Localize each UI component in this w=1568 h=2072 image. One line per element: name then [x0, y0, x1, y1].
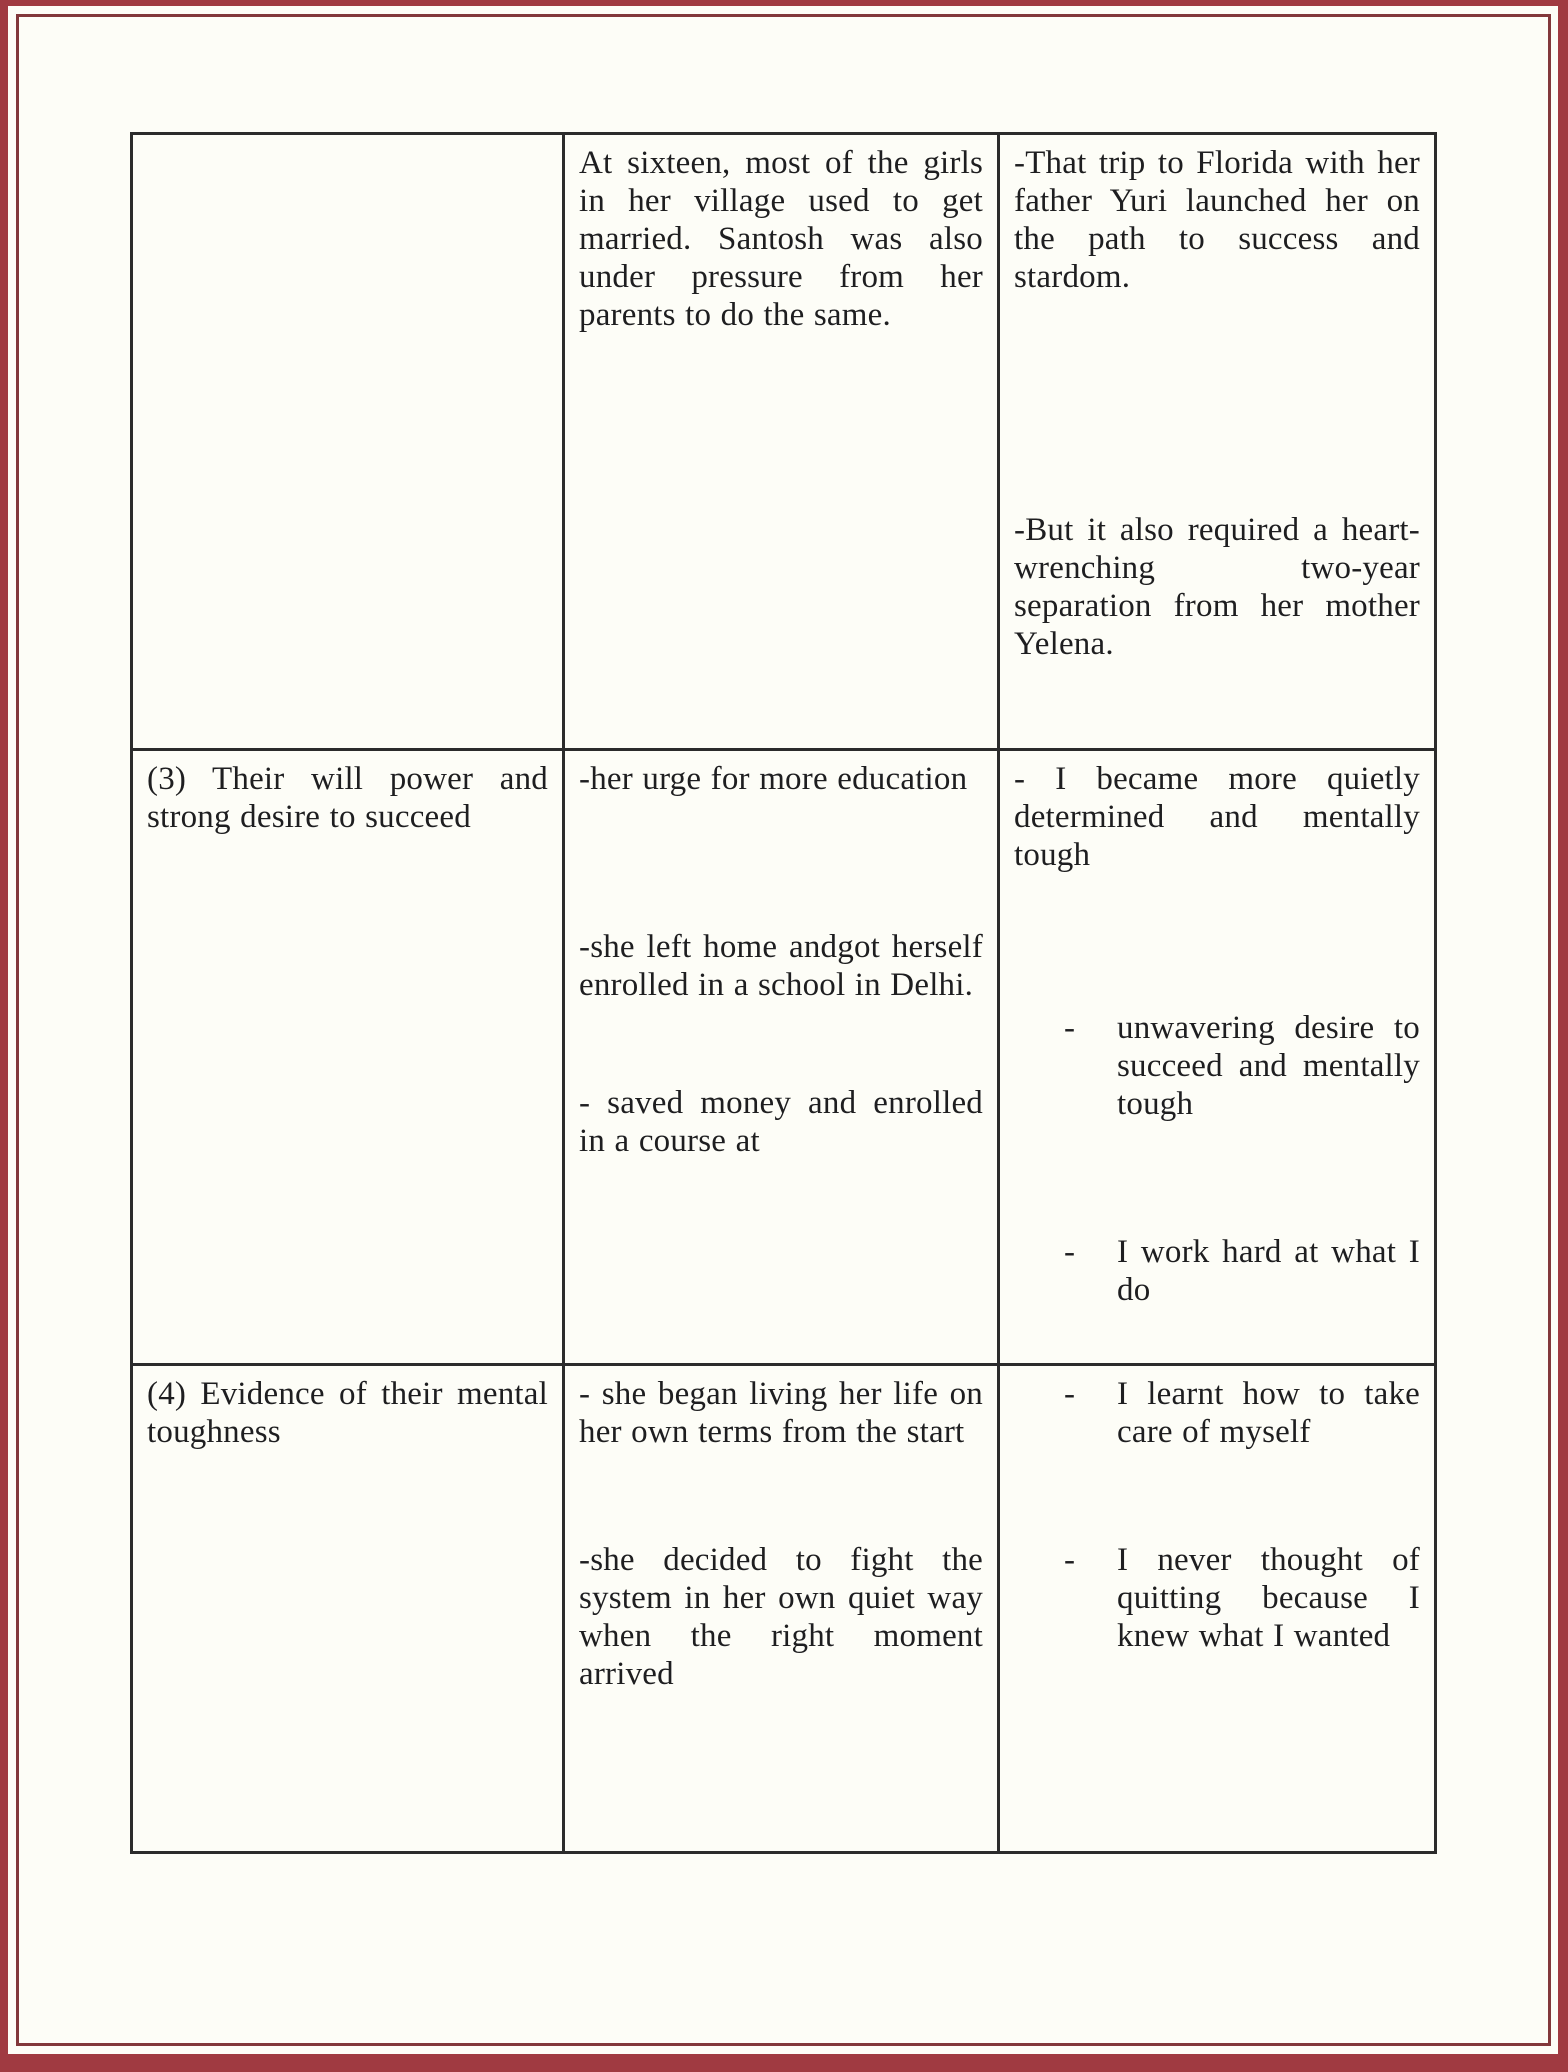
dash-bullet-icon: - — [1064, 1234, 1076, 1270]
bullet-item — [1014, 1233, 1420, 1309]
dash-bullet-icon: - — [1064, 1542, 1076, 1578]
table-cell — [565, 751, 1000, 1366]
cell-paragraph: - she began living her life on her own terms from the start — [579, 1376, 983, 1450]
bullet-item — [1014, 1375, 1420, 1451]
cell-paragraph: At sixteen, most of the girls in her village used to get married. Santosh was also under pressure from her parents to do the same. — [579, 145, 983, 333]
cell-paragraph: -her urge for more education — [579, 761, 968, 797]
bullet-text: I never thought of quitting because I knew what I wanted — [1117, 1542, 1420, 1654]
bullet-text: I work hard at what I do — [1117, 1234, 1420, 1308]
table-cell — [1000, 135, 1434, 751]
cell-paragraph: -she left home andgot herself enrolled in a school in Delhi. — [579, 929, 983, 1003]
table-cell — [565, 1366, 1000, 1851]
table-cell — [133, 1366, 565, 1851]
cell-paragraph: - saved money and enrolled in a course at — [579, 1085, 983, 1159]
bullet-text: unwavering desire to succeed and mentally tough — [1117, 1010, 1420, 1122]
table-cell — [565, 135, 1000, 751]
bullet-item — [1014, 1009, 1420, 1123]
cell-paragraph: -That trip to Florida with her father Yuri launched her on the path to success and stardom. — [1014, 145, 1420, 295]
cell-paragraph: (3) Their will power and strong desire to succeed — [147, 761, 548, 835]
table-cell — [133, 135, 565, 751]
dash-bullet-icon: - — [1064, 1376, 1076, 1412]
bullet-text: I learnt how to take care of myself — [1117, 1376, 1420, 1450]
table-cell — [133, 751, 565, 1366]
cell-paragraph: -But it also required a heart-wrenching two-year separation from her mother Yelena. — [1014, 512, 1420, 662]
cell-paragraph: -she decided to fight the system in her own quiet way when the right moment arrived — [579, 1542, 983, 1692]
cell-paragraph: - I became more quietly determined and mentally tough — [1014, 761, 1420, 873]
bullet-item — [1014, 1541, 1420, 1655]
notes-table — [130, 132, 1437, 1854]
table-cell — [1000, 751, 1434, 1366]
table-cell — [1000, 1366, 1434, 1851]
dash-bullet-icon: - — [1064, 1010, 1076, 1046]
cell-paragraph: (4) Evidence of their mental toughness — [147, 1376, 548, 1450]
